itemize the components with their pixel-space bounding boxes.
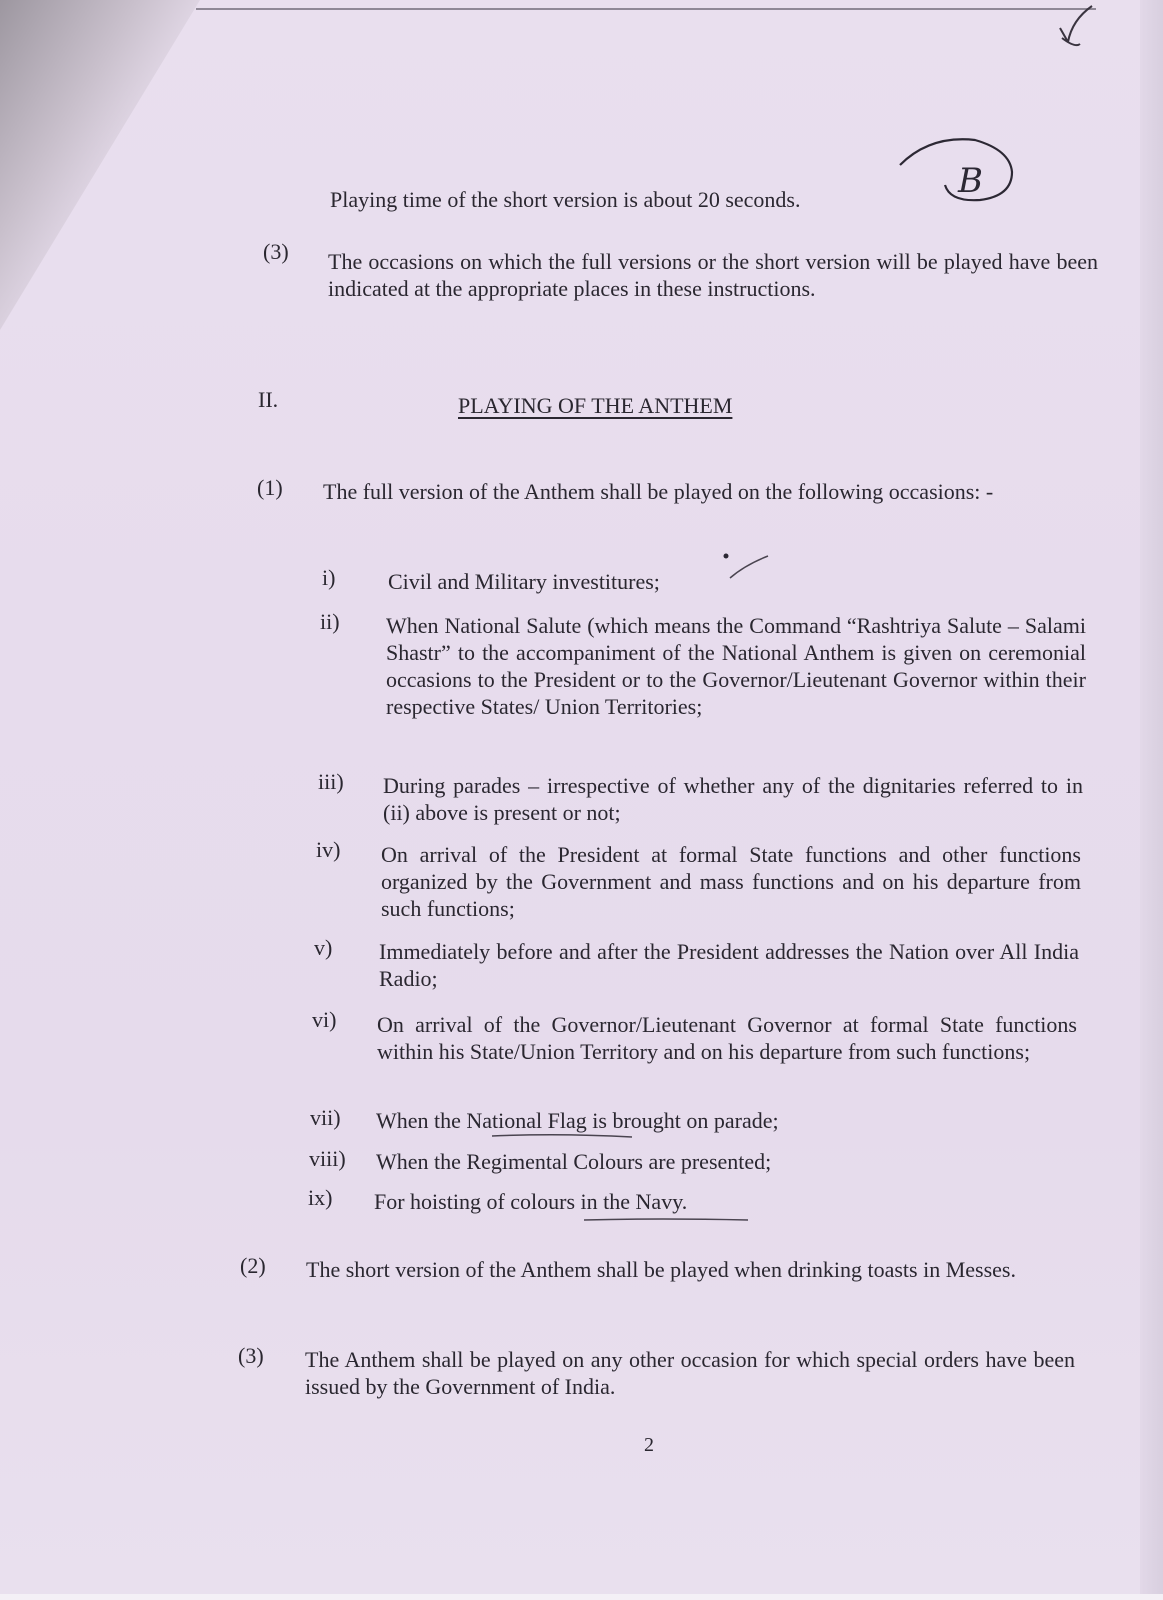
- section-title: PLAYING OF THE ANTHEM: [458, 393, 733, 418]
- underline-stroke-flag: [492, 1135, 632, 1137]
- occasion-numeral: iv): [316, 837, 341, 862]
- occasion-text: When the National Flag is brought on parade;: [376, 1108, 779, 1133]
- occasion-text: On arrival of the Governor/Lieutenant Governor at formal State functions within his State/Union Territory and on his departure from such functions;: [377, 1012, 1077, 1064]
- occasion-numeral: vi): [312, 1007, 337, 1032]
- circled-label: B: [958, 161, 983, 201]
- intro-item-text: The occasions on which the full versions or the short version will be played have been indicated at the appropriate places in these instructions.: [328, 249, 1098, 301]
- occasion-text: When the Regimental Colours are presented;: [376, 1149, 772, 1174]
- clause-3-text: The Anthem shall be played on any other occasion for which special orders have been issued by the Government of India.: [305, 1347, 1075, 1399]
- page-number: 2: [644, 1434, 654, 1456]
- occasion-numeral: i): [322, 565, 336, 590]
- section-number: II.: [258, 387, 279, 412]
- occasion-text: Immediately before and after the President addresses the Nation over All India Radio;: [379, 939, 1079, 991]
- clause-2-number: (2): [240, 1253, 266, 1278]
- occasion-text: On arrival of the President at formal State functions and other functions organized by the Government and mass functions and on his departure from such functions;: [381, 842, 1081, 921]
- occasion-numeral: iii): [318, 769, 344, 794]
- pen-circle-mark: [900, 139, 1012, 200]
- intro-item-number: (3): [263, 239, 289, 264]
- occasion-text: When National Salute (which means the Command “Rashtriya Salute – Salami Shastr” to the accompaniment of the National Anthem is given on ceremonial occasions to the President or to the Governor/Lieutenant Governor within their respective States/ Union Territories;: [386, 613, 1086, 719]
- clause-1-text: The full version of the Anthem shall be played on the following occasions: -: [323, 479, 994, 504]
- occasion-numeral: v): [314, 935, 333, 960]
- occasion-numeral: ii): [320, 609, 340, 634]
- clause-2-text: The short version of the Anthem shall be played when drinking toasts in Messes.: [306, 1257, 1016, 1282]
- pen-dot: [724, 554, 729, 559]
- clause-3-number: (3): [238, 1343, 264, 1368]
- occasion-text: Civil and Military investitures;: [388, 569, 660, 594]
- occasion-numeral: ix): [308, 1185, 333, 1210]
- underline-stroke-navy: [584, 1219, 748, 1220]
- check-mark-icon: [1060, 6, 1092, 45]
- occasion-numeral: viii): [309, 1146, 346, 1171]
- occasion-text: During parades – irrespective of whether any of the dignitaries referred to in (ii) above is present or not;: [383, 773, 1083, 825]
- occasion-numeral: vii): [310, 1105, 341, 1130]
- intro-line: Playing time of the short version is about 20 seconds.: [330, 187, 801, 212]
- clause-1-number: (1): [257, 475, 283, 500]
- occasion-text: For hoisting of colours in the Navy.: [374, 1189, 688, 1214]
